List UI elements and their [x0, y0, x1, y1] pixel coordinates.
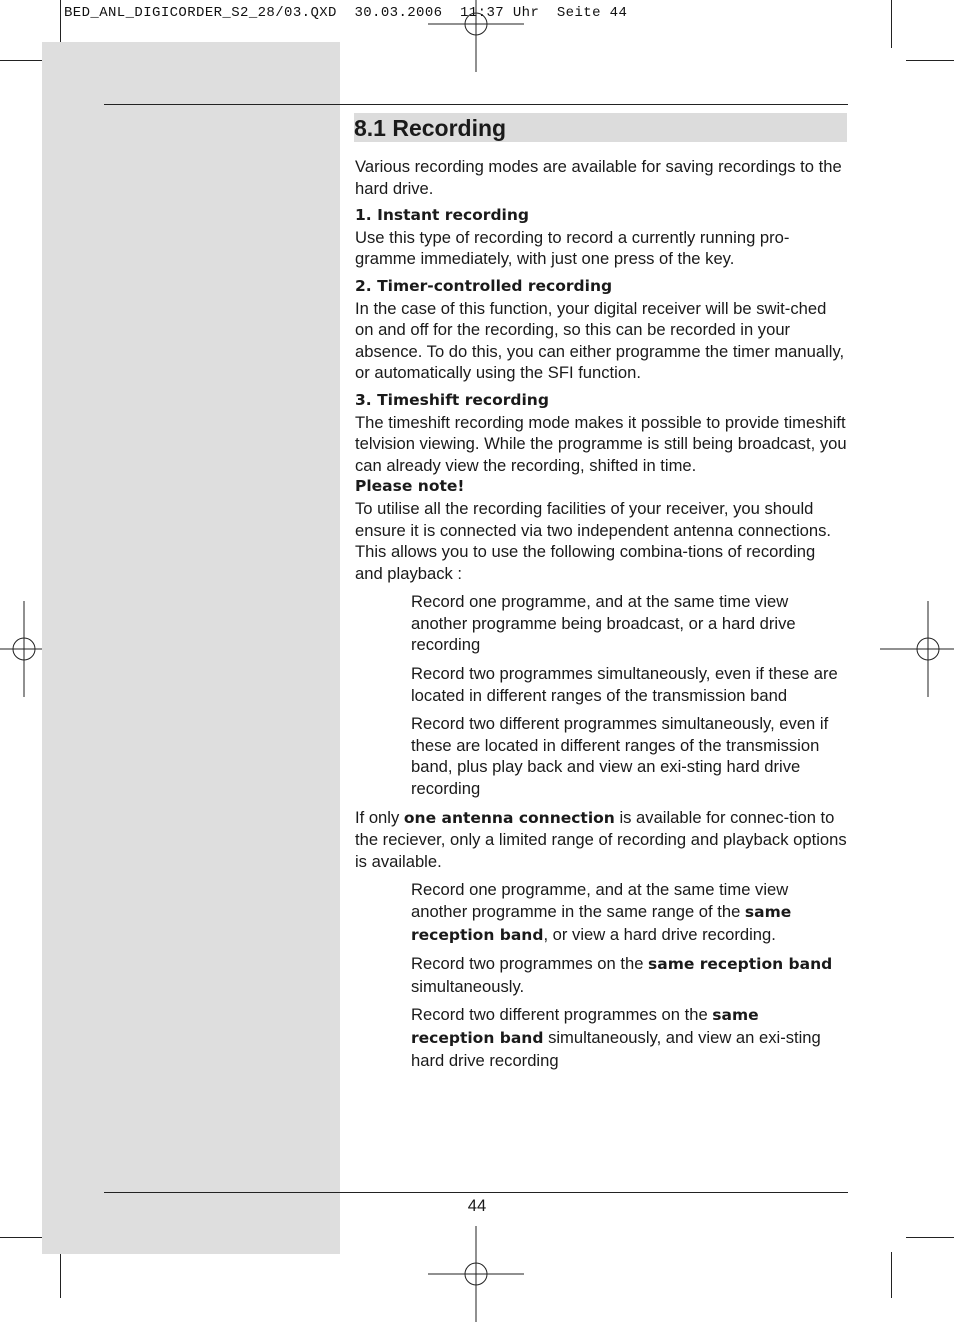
list-item: Record two different programmes simultaneously, even if these are located in different ranges of the transmission band, plus play back and view an exi-sting hard drive recording — [411, 714, 829, 799]
section-heading: 8.1 Recording — [354, 113, 847, 142]
emphasis: same reception band — [411, 1006, 759, 1047]
single-antenna-paragraph — [355, 807, 847, 873]
crop-mark — [60, 0, 61, 48]
intro-paragraph: Various recording modes are available for saving recordings to the hard drive. — [355, 157, 842, 198]
emphasis: same reception band — [411, 903, 792, 944]
registration-mark-bottom — [428, 1226, 524, 1322]
emphasis: one antenna connection — [403, 808, 615, 827]
paragraph-timeshift: The timeshift recording mode makes it possible to provide timeshift telvision viewing. While the programme is still being broadcast, you can already view the recording, shifted in time. — [355, 412, 847, 475]
crop-mark — [906, 1237, 954, 1238]
top-rule — [104, 104, 848, 105]
crop-mark — [0, 1237, 48, 1238]
crop-mark — [906, 60, 954, 61]
text-run: Record two programmes on the — [411, 954, 649, 974]
printer-slug: BED_ANL_DIGICORDER_S2_28/03.QXD 30.03.2006 11:37 Uhr Seite 44 — [64, 5, 628, 21]
crop-mark — [891, 1252, 892, 1298]
text-run: simultaneously, and view an exi-sting hard drive recording — [411, 1027, 821, 1070]
text-run: , or view a hard drive recording. — [543, 924, 776, 944]
list-item — [411, 953, 847, 997]
paragraph-timer: In the case of this function, your digital receiver will be swit-ched on and off for the recording, so this can be recorded in your absence. To do this, you can either programme the timer manually, or automatically using the SFI function. — [355, 298, 845, 383]
list-item: Record two programmes simultaneously, even if these are located in different ranges of the transmission band — [411, 664, 838, 705]
crop-mark — [0, 60, 48, 61]
text-run: Record two different programmes on the — [411, 1005, 713, 1025]
emphasis: same reception band — [648, 955, 833, 974]
crop-mark — [60, 1252, 61, 1298]
note-paragraph: To utilise all the recording facilities of your receiver, you should ensure it is connected via two independent antenna connections. This allows you to use the following combina-tions of recording and playback : — [355, 498, 832, 583]
list-item — [411, 879, 847, 946]
registration-mark-top — [428, 0, 524, 72]
text-run: Record one programme, and at the same time view another programme in the same range of the — [411, 880, 789, 921]
text-run: simultaneously. — [411, 976, 525, 996]
list-item — [411, 1004, 847, 1071]
note-heading: Please note! — [355, 477, 465, 496]
bottom-rule — [104, 1192, 848, 1193]
list-item: Record one programme, and at the same time view another programme being broadcast, or a hard drive recording — [411, 592, 796, 655]
text-run: is available for connec-tion to the reciever, only a limited range of recording and playback options is available. — [355, 807, 847, 871]
crop-mark — [891, 0, 892, 48]
text-run: If only — [355, 807, 404, 827]
subheading-instant: 1. Instant recording — [355, 206, 529, 225]
registration-mark-right — [880, 601, 954, 697]
page-number: 44 — [467, 1196, 487, 1215]
subheading-timer: 2. Timer-controlled recording — [355, 276, 613, 295]
subheading-timeshift: 3. Timeshift recording — [355, 390, 549, 409]
main-content — [355, 113, 847, 1071]
margin-panel — [42, 42, 340, 1254]
paragraph-instant: Use this type of recording to record a currently running pro-gramme immediately, with just one press of the key. — [355, 227, 790, 269]
